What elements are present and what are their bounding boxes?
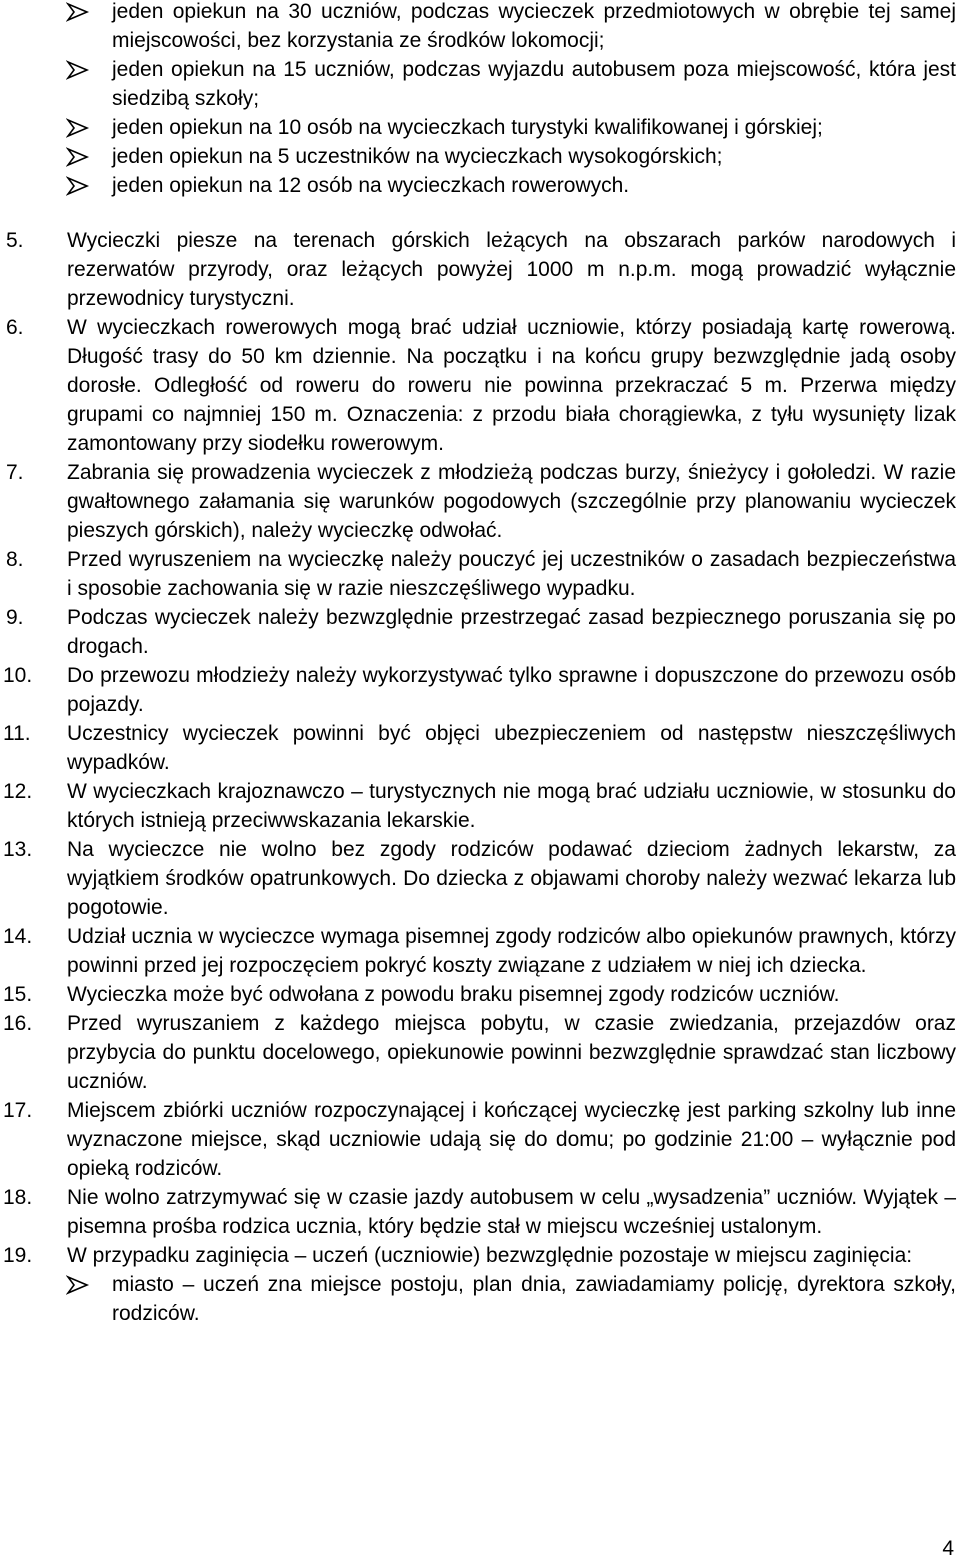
list-item bbox=[0, 777, 960, 835]
list-item bbox=[0, 1241, 960, 1270]
arrow-bullet-icon bbox=[66, 60, 90, 80]
bullet-text: jeden opiekun na 10 osób na wycieczkach turystyki kwalifikowanej i górskiej; bbox=[112, 116, 823, 139]
bullet-text: jeden opiekun na 5 uczestników na wycieczkach wysokogórskich; bbox=[112, 145, 723, 168]
list-item bbox=[0, 226, 960, 313]
item-number: 12. bbox=[3, 780, 33, 803]
arrow-bullet-icon bbox=[66, 2, 90, 22]
item-number: 6. bbox=[6, 316, 24, 339]
list-item bbox=[0, 1009, 960, 1096]
item-number: 15. bbox=[3, 983, 33, 1006]
item-text: Podczas wycieczek należy bezwzględnie przestrzegać zasad bezpiecznego poruszania się po drogach. bbox=[67, 606, 956, 658]
item-number: 16. bbox=[3, 1012, 33, 1035]
numbered-list bbox=[0, 226, 960, 1328]
item-number: 19. bbox=[3, 1244, 33, 1267]
bullet-text: miasto – uczeń zna miejsce postoju, plan dnia, zawiadamiamy policję, dyrektora szkoły, rodziców. bbox=[112, 1273, 956, 1325]
bullet-item bbox=[0, 0, 960, 55]
list-item bbox=[0, 835, 960, 922]
list-item bbox=[0, 458, 960, 545]
page-number: 4 bbox=[942, 1537, 954, 1560]
item-text: Uczestnicy wycieczek powinni być objęci ubezpieczeniem od następstw nieszczęśliwych wypadków. bbox=[67, 722, 956, 774]
item-text: Zabrania się prowadzenia wycieczek z młodzieżą podczas burzy, śnieżycy i gołoledzi. W razie gwałtownego załamania się warunków pogodowych (szczególnie przy planowaniu wycieczek pieszych górskich), należy wycieczkę odwołać. bbox=[67, 461, 956, 542]
item-text: W przypadku zaginięcia – uczeń (uczniowie) bezwzględnie pozostaje w miejscu zaginięcia: bbox=[67, 1244, 913, 1267]
item-number: 9. bbox=[6, 606, 24, 629]
list-item bbox=[0, 1096, 960, 1183]
item-text: Nie wolno zatrzymywać się w czasie jazdy autobusem w celu „wysadzenia” uczniów. Wyjątek – pisemna prośba rodzica ucznia, który będzie stał w miejscu wcześniej ustalonym. bbox=[67, 1186, 956, 1238]
item-number: 7. bbox=[6, 461, 24, 484]
arrow-bullet-icon bbox=[66, 118, 90, 138]
bullet-text: jeden opiekun na 15 uczniów, podczas wyjazdu autobusem poza miejscowość, która jest siedzibą szkoły; bbox=[112, 58, 956, 110]
item-number: 5. bbox=[6, 229, 24, 252]
list-item bbox=[0, 661, 960, 719]
bullet-text: jeden opiekun na 30 uczniów, podczas wycieczek przedmiotowych w obrębie tej samej miejscowości, bez korzystania ze środków lokomocji; bbox=[112, 0, 956, 52]
bullet-item bbox=[0, 171, 960, 200]
item-text: Udział ucznia w wycieczce wymaga pisemnej zgody rodziców albo opiekunów prawnych, którzy powinni przed jej rozpoczęciem pokryć koszty związane z udziałem w niej ich dziecka. bbox=[67, 925, 956, 977]
item-text: Wycieczka może być odwołana z powodu braku pisemnej zgody rodziców uczniów. bbox=[67, 983, 840, 1006]
arrow-bullet-icon bbox=[66, 147, 90, 167]
list-item bbox=[0, 719, 960, 777]
list-item bbox=[0, 603, 960, 661]
item-text: Przed wyruszaniem z każdego miejsca pobytu, w czasie zwiedzania, przejazdów oraz przybycia do punktu docelowego, opiekunowie powinni bezwzględnie sprawdzać stan liczbowy uczniów. bbox=[67, 1012, 956, 1093]
item-number: 11. bbox=[3, 722, 31, 745]
item-text: Do przewozu młodzieży należy wykorzystywać tylko sprawne i dopuszczone do przewozu osób pojazdy. bbox=[67, 664, 956, 716]
item-text: W wycieczkach krajoznawczo – turystycznych nie mogą brać udziału uczniowie, w stosunku do których istnieją przeciwwskazania lekarskie. bbox=[67, 780, 956, 832]
list-item bbox=[0, 980, 960, 1009]
item-number: 10. bbox=[3, 664, 33, 687]
arrow-bullet-icon bbox=[66, 1275, 90, 1295]
item-text: W wycieczkach rowerowych mogą brać udział uczniowie, którzy posiadają kartę rowerową. Długość trasy do 50 km dziennie. Na początku i na końcu grupy bezwzględnie jadą osoby dorosłe. Odległość od roweru do roweru nie powinna przekraczać 5 m. Przerwa między grupami co najmniej 150 m. Oznaczenia: z przodu biała chorągiewka, z tyłu wysunięty lizak zamontowany przy siodełku rowerowym. bbox=[67, 316, 956, 455]
top-bullet-list bbox=[0, 0, 960, 200]
item-text: Przed wyruszeniem na wycieczkę należy pouczyć jej uczestników o zasadach bezpieczeństwa i sposobie zachowania się w razie nieszczęśliwego wypadku. bbox=[67, 548, 956, 600]
bullet-item bbox=[0, 142, 960, 171]
list-item bbox=[0, 922, 960, 980]
arrow-bullet-icon bbox=[66, 176, 90, 196]
bullet-item bbox=[0, 55, 960, 113]
item-text: Miejscem zbiórki uczniów rozpoczynającej i kończącej wycieczkę jest parking szkolny lub inne wyznaczone miejsce, skąd uczniowie udają się do domu; po godzinie 21:00 – wyłącznie pod opieką rodziców. bbox=[67, 1099, 956, 1180]
item-text: Na wycieczce nie wolno bez zgody rodziców podawać dzieciom żadnych lekarstw, za wyjątkiem środków opatrunkowych. Do dziecka z objawami choroby należy wezwać lekarza lub pogotowie. bbox=[67, 838, 956, 919]
item-number: 8. bbox=[6, 548, 24, 571]
item-number: 14. bbox=[3, 925, 33, 948]
item-number: 13. bbox=[3, 838, 33, 861]
bullet-text: jeden opiekun na 12 osób na wycieczkach rowerowych. bbox=[112, 174, 630, 197]
list-item bbox=[0, 545, 960, 603]
item-text: Wycieczki piesze na terenach górskich leżących na obszarach parków narodowych i rezerwatów przyrody, oraz leżących powyżej 1000 m n.p.m. mogą prowadzić wyłącznie przewodnicy turystyczni. bbox=[67, 229, 956, 310]
bullet-item bbox=[0, 113, 960, 142]
item-number: 17. bbox=[3, 1099, 33, 1122]
list-item bbox=[0, 313, 960, 458]
list-item bbox=[0, 1183, 960, 1241]
item-number: 18. bbox=[3, 1186, 33, 1209]
bullet-item bbox=[0, 1270, 960, 1328]
